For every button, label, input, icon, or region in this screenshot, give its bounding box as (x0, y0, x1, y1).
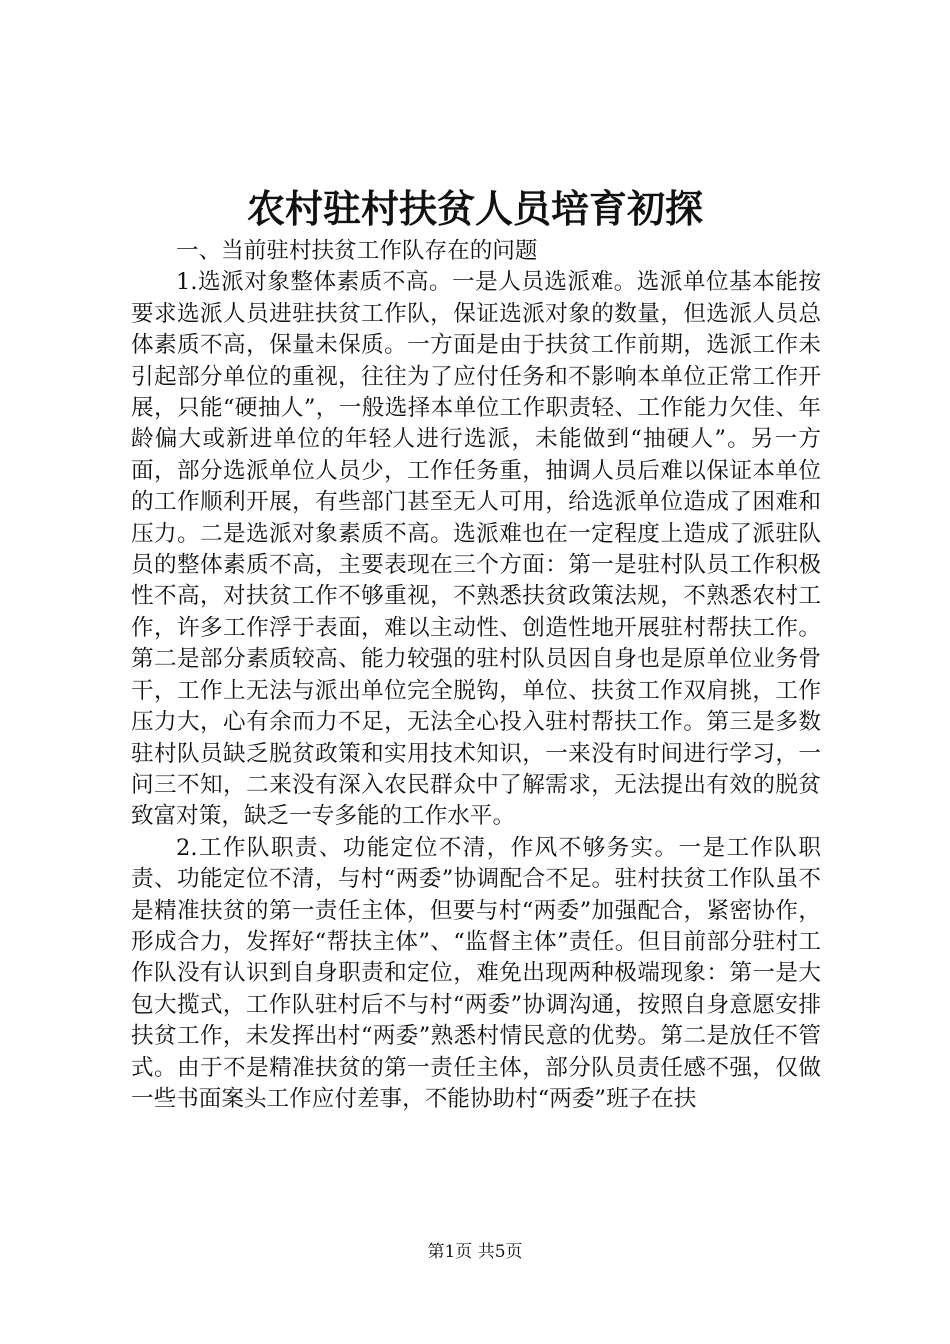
paragraph-1: 1.选派对象整体素质不高。一是人员选派难。选派单位基本能按要求选派人员进驻扶贫工作队，保证选派对象的数量，但选派人员总体素质不高，保量未保质。一方面是由于扶贫工作前期，选派工作未引起部分单位的重视，往往为了应付任务和不影响本单位正常工作开展，只能“硬抽人”，一般选择本单位工作职责轻、工作能力欠佳、年龄偏大或新进单位的年轻人进行选派，未能做到“抽硬人”。另一方面，部分选派单位人员少，工作任务重，抽调人员后难以保证本单位的工作顺利开展，有些部门甚至无人可用，给选派单位造成了困难和压力。二是选派对象素质不高。选派难也在一定程度上造成了派驻队员的整体素质不高，主要表现在三个方面：第一是驻村队员工作积极性不高，对扶贫工作不够重视，不熟悉扶贫政策法规，不熟悉农村工作，许多工作浮于表面，难以主动性、创造性地开展驻村帮扶工作。第二是部分素质较高、能力较强的驻村队员因自身也是原单位业务骨干，工作上无法与派出单位完全脱钩，单位、扶贫工作双肩挑，工作压力大，心有余而力不足，无法全心投入驻村帮扶工作。第三是多数驻村队员缺乏脱贫政策和实用技术知识，一来没有时间进行学习，一问三不知，二来没有深入农民群众中了解需求，无法提出有效的脱贫致富对策，缺乏一专多能的工作水平。 (131, 269, 821, 830)
document-body (131, 236, 821, 1115)
paragraph-2: 2.工作队职责、功能定位不清，作风不够务实。一是工作队职责、功能定位不清，与村“两委”协调配合不足。驻村扶贫工作队虽不是精准扶贫的第一责任主体，但要与村“两委”加强配合，紧密协作，形成合力，发挥好“帮扶主体”、“监督主体”责任。但目前部分驻村工作队没有认识到自身职责和定位，难免出现两种极端现象：第一是大包大揽式，工作队驻村后不与村“两委”协调沟通，按照自身意愿安排扶贫工作，未发挥出村“两委”熟悉村情民意的优势。第二是放任不管式。由于不是精准扶贫的第一责任主体，部分队员责任感不强，仅做一些书面案头工作应付差事，不能协助村“两委”班子在扶 (131, 834, 821, 1112)
section-heading: 一、当前驻村扶贫工作队存在的问题 (176, 238, 538, 264)
page-footer: 第1页 共5页 (427, 1242, 523, 1262)
document-title: 农村驻村扶贫人员培育初探 (246, 186, 703, 231)
